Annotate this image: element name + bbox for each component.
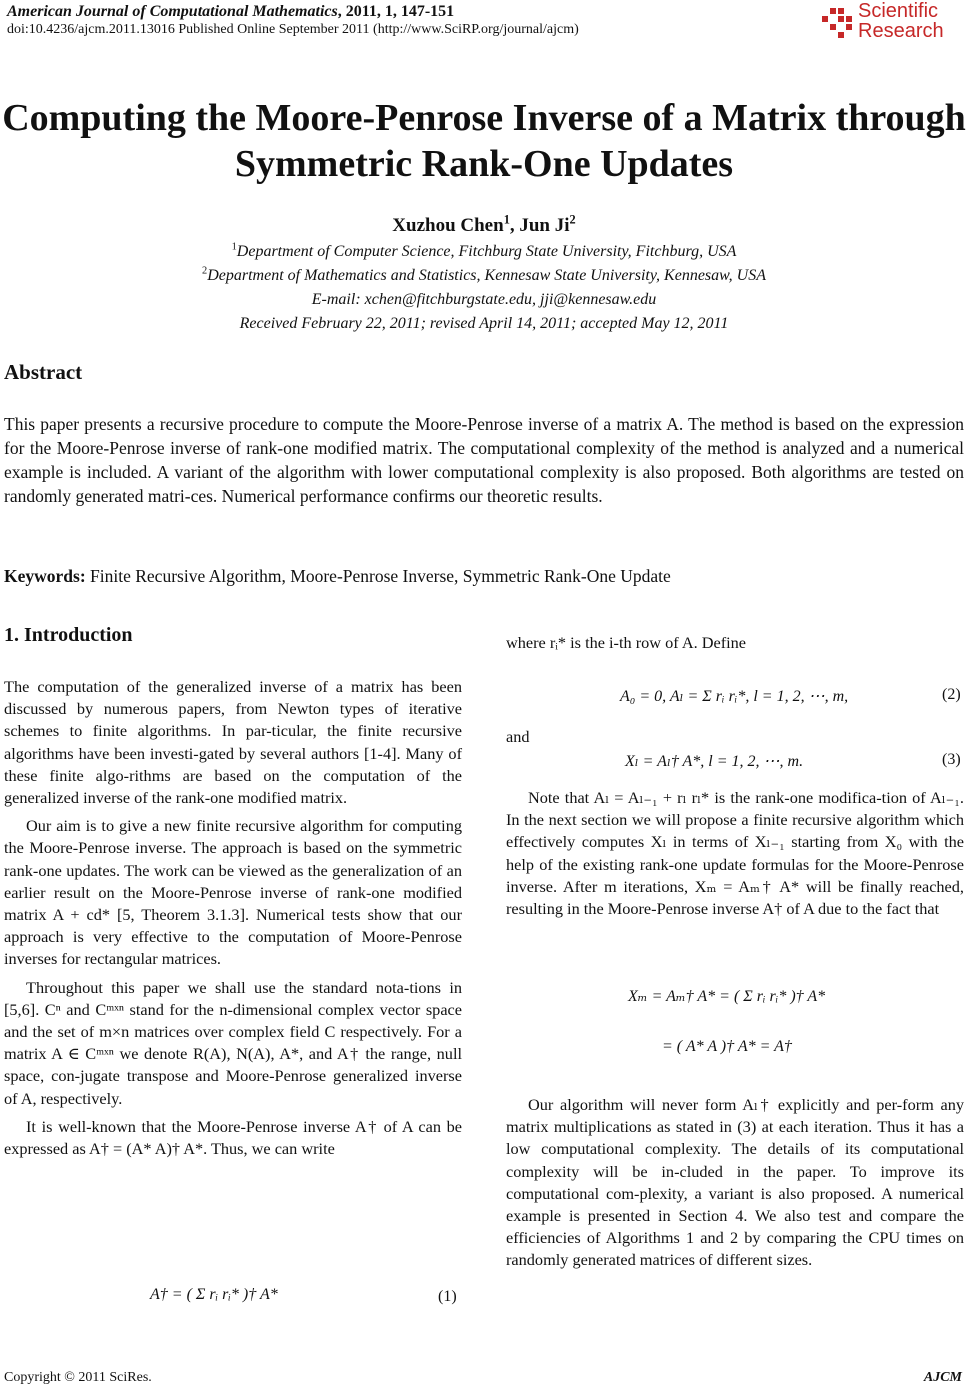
doi-line: doi:10.4236/ajcm.2011.13016 Published Online September 2011 (http://www.SciRP.org/journal/ajcm) (7, 22, 579, 37)
logo-line2: Research (858, 20, 944, 42)
equation-3: Xₗ = Aₗ† A*, l = 1, 2, ⋯, m. (625, 753, 804, 770)
right-paragraph-2: Our algorithm will never form Aₗ† explicitly and per-form any matrix multiplications as stated in (3) at each iteration. Thus it has a low computational complexity. The details of its computational complexity will be in-cluded in the paper. To improve its computational com-plexity, a variant is also proposed. A numerical example is presented in Section 4. We also test and compare the efficiencies of Algorithms 1 and 2 by comparing the CPU times on randomly generated matrices of different sizes. (506, 1095, 964, 1270)
equation-4b: = ( A* A )† A* = A† (662, 1038, 792, 1055)
author-sep: , (509, 215, 520, 236)
author-1-sup: 1 (503, 212, 510, 227)
journal-header (7, 3, 454, 21)
and-word: and (506, 727, 530, 746)
authors (0, 212, 968, 237)
right-column-text (506, 787, 964, 920)
author-1: Xuzhou Chen (392, 215, 504, 236)
title-line2: Symmetric Rank-One Updates (234, 143, 734, 185)
email-line: E-mail: xchen@fitchburgstate.edu, jji@kennesaw.edu (311, 291, 657, 308)
received-line: Received February 22, 2011; revised April 14, 2011; accepted May 12, 2011 (239, 315, 729, 332)
aff1-sup: 1 (231, 241, 237, 253)
intro-paragraph-4: It is well-known that the Moore-Penrose inverse A† of A can be expressed as A† = (A* A)† A*. Thus, we can write (4, 1116, 462, 1159)
aff1-text: Department of Computer Science, Fitchburg State University, Fitchburg, USA (236, 243, 737, 260)
footer-copyright: Copyright © 2011 SciRes. (4, 1370, 152, 1385)
intro-paragraph-3: Throughout this paper we shall use the standard nota-tions in [5,6]. Cⁿ and Cᵐˣⁿ stand for the n-dimensional complex vector space and the set of m×n matrices over complex field C respectively. For a matrix A ∈ Cᵐˣⁿ we denote R(A), N(A), A*, and A† the range, null space, con-jugate transpose and Moore-Penrose generalized inverse of A, respectively. (4, 977, 462, 1108)
equation-2-number: (2) (942, 686, 961, 703)
aff2-text: Department of Mathematics and Statistics, Kennesaw State University, Kennesaw, USA (207, 267, 766, 284)
equation-1: A† = ( Σ rᵢ rᵢ* )† A* (150, 1286, 278, 1303)
author-2: Jun Ji (519, 215, 570, 236)
equation-3-number: (3) (942, 751, 961, 768)
aff2-sup: 2 (202, 265, 208, 277)
journal-name: American Journal of Computational Mathematics (7, 3, 338, 20)
right-paragraph-1: Note that Aₗ = Aₗ₋₁ + rₗ rₗ* is the rank-one modifica-tion of Aₗ₋₁. In the next section we will propose a finite recursive algorithm which effectively computes Xₗ in terms of Xₗ₋₁ starting from X₀ with the help of the existing rank-one update formulas for the Moore-Penrose inverse. After m iterations, Xₘ = Aₘ† A* will be finally reached, resulting in the Moore-Penrose inverse A† of A due to the fact that (506, 788, 964, 919)
equation-1-number: (1) (438, 1288, 457, 1305)
intro-heading: 1. Introduction (4, 624, 133, 646)
abstract-heading: Abstract (4, 360, 83, 384)
keywords-label: Keywords: (4, 566, 86, 586)
intro-paragraph-1: The computation of the generalized inverse of a matrix has been discussed by numerous papers, from Newton types of iterative schemes to finite algorithms. In par-ticular, the finite recursive algorithms have been investi-gated by several authors [1-4]. Many of these finite algo-rithms are based on the computation of the generalized inverse of the rank-one modified matrix. (4, 677, 462, 808)
logo-line1: Scientific (858, 0, 939, 22)
paper-title (0, 95, 968, 187)
affiliation-1 (0, 240, 968, 263)
keywords (4, 566, 671, 587)
footer-journal-abbr: AJCM (923, 1370, 962, 1385)
where-line: where rᵢ* is the i-th row of A. Define (506, 633, 747, 652)
equation-4a: Xₘ = Aₘ† A* = ( Σ rᵢ rᵢ* )† A* (628, 988, 826, 1005)
abstract-text: This paper presents a recursive procedure to compute the Moore-Penrose inverse of a matrix A. The method is based on the expression for the Moore-Penrose inverse of rank-one modified matrix. The computational complexity of the method is analyzed and a numerical example is included. A variant of the algorithm with lower computational complexity is also proposed. Both algorithms are tested on randomly generated matri-ces. Numerical performance confirms our theoretic results. (4, 414, 964, 506)
title-line1: Computing the Moore-Penrose Inverse of a Matrix through (2, 97, 966, 139)
keywords-text: Finite Recursive Algorithm, Moore-Penrose Inverse, Symmetric Rank-One Update (85, 566, 671, 586)
equation-2: A₀ = 0, Aₗ = Σ rᵢ rᵢ*, l = 1, 2, ⋯, m, (620, 688, 849, 705)
intro-paragraph-2: Our aim is to give a new finite recursive algorithm for computing the Moore-Penrose inverse. The approach is based on the symmetric rank-one updates. The work can be viewed as the generalization of an earlier result on the Moore-Penrose inverse of rank-one modified matrix A + cd* [5, Theorem 3.1.3]. Numerical tests show that our approach is very effective to the computation of Moore-Penrose inverses for rectangular matrices. (4, 816, 462, 969)
publisher-logo (820, 0, 960, 42)
left-column (4, 676, 462, 1160)
journal-volume: , 2011, 1, 147-151 (337, 3, 455, 20)
right-column-text-2 (506, 1094, 964, 1272)
author-2-sup: 2 (569, 212, 576, 227)
affiliation-2 (0, 264, 968, 287)
